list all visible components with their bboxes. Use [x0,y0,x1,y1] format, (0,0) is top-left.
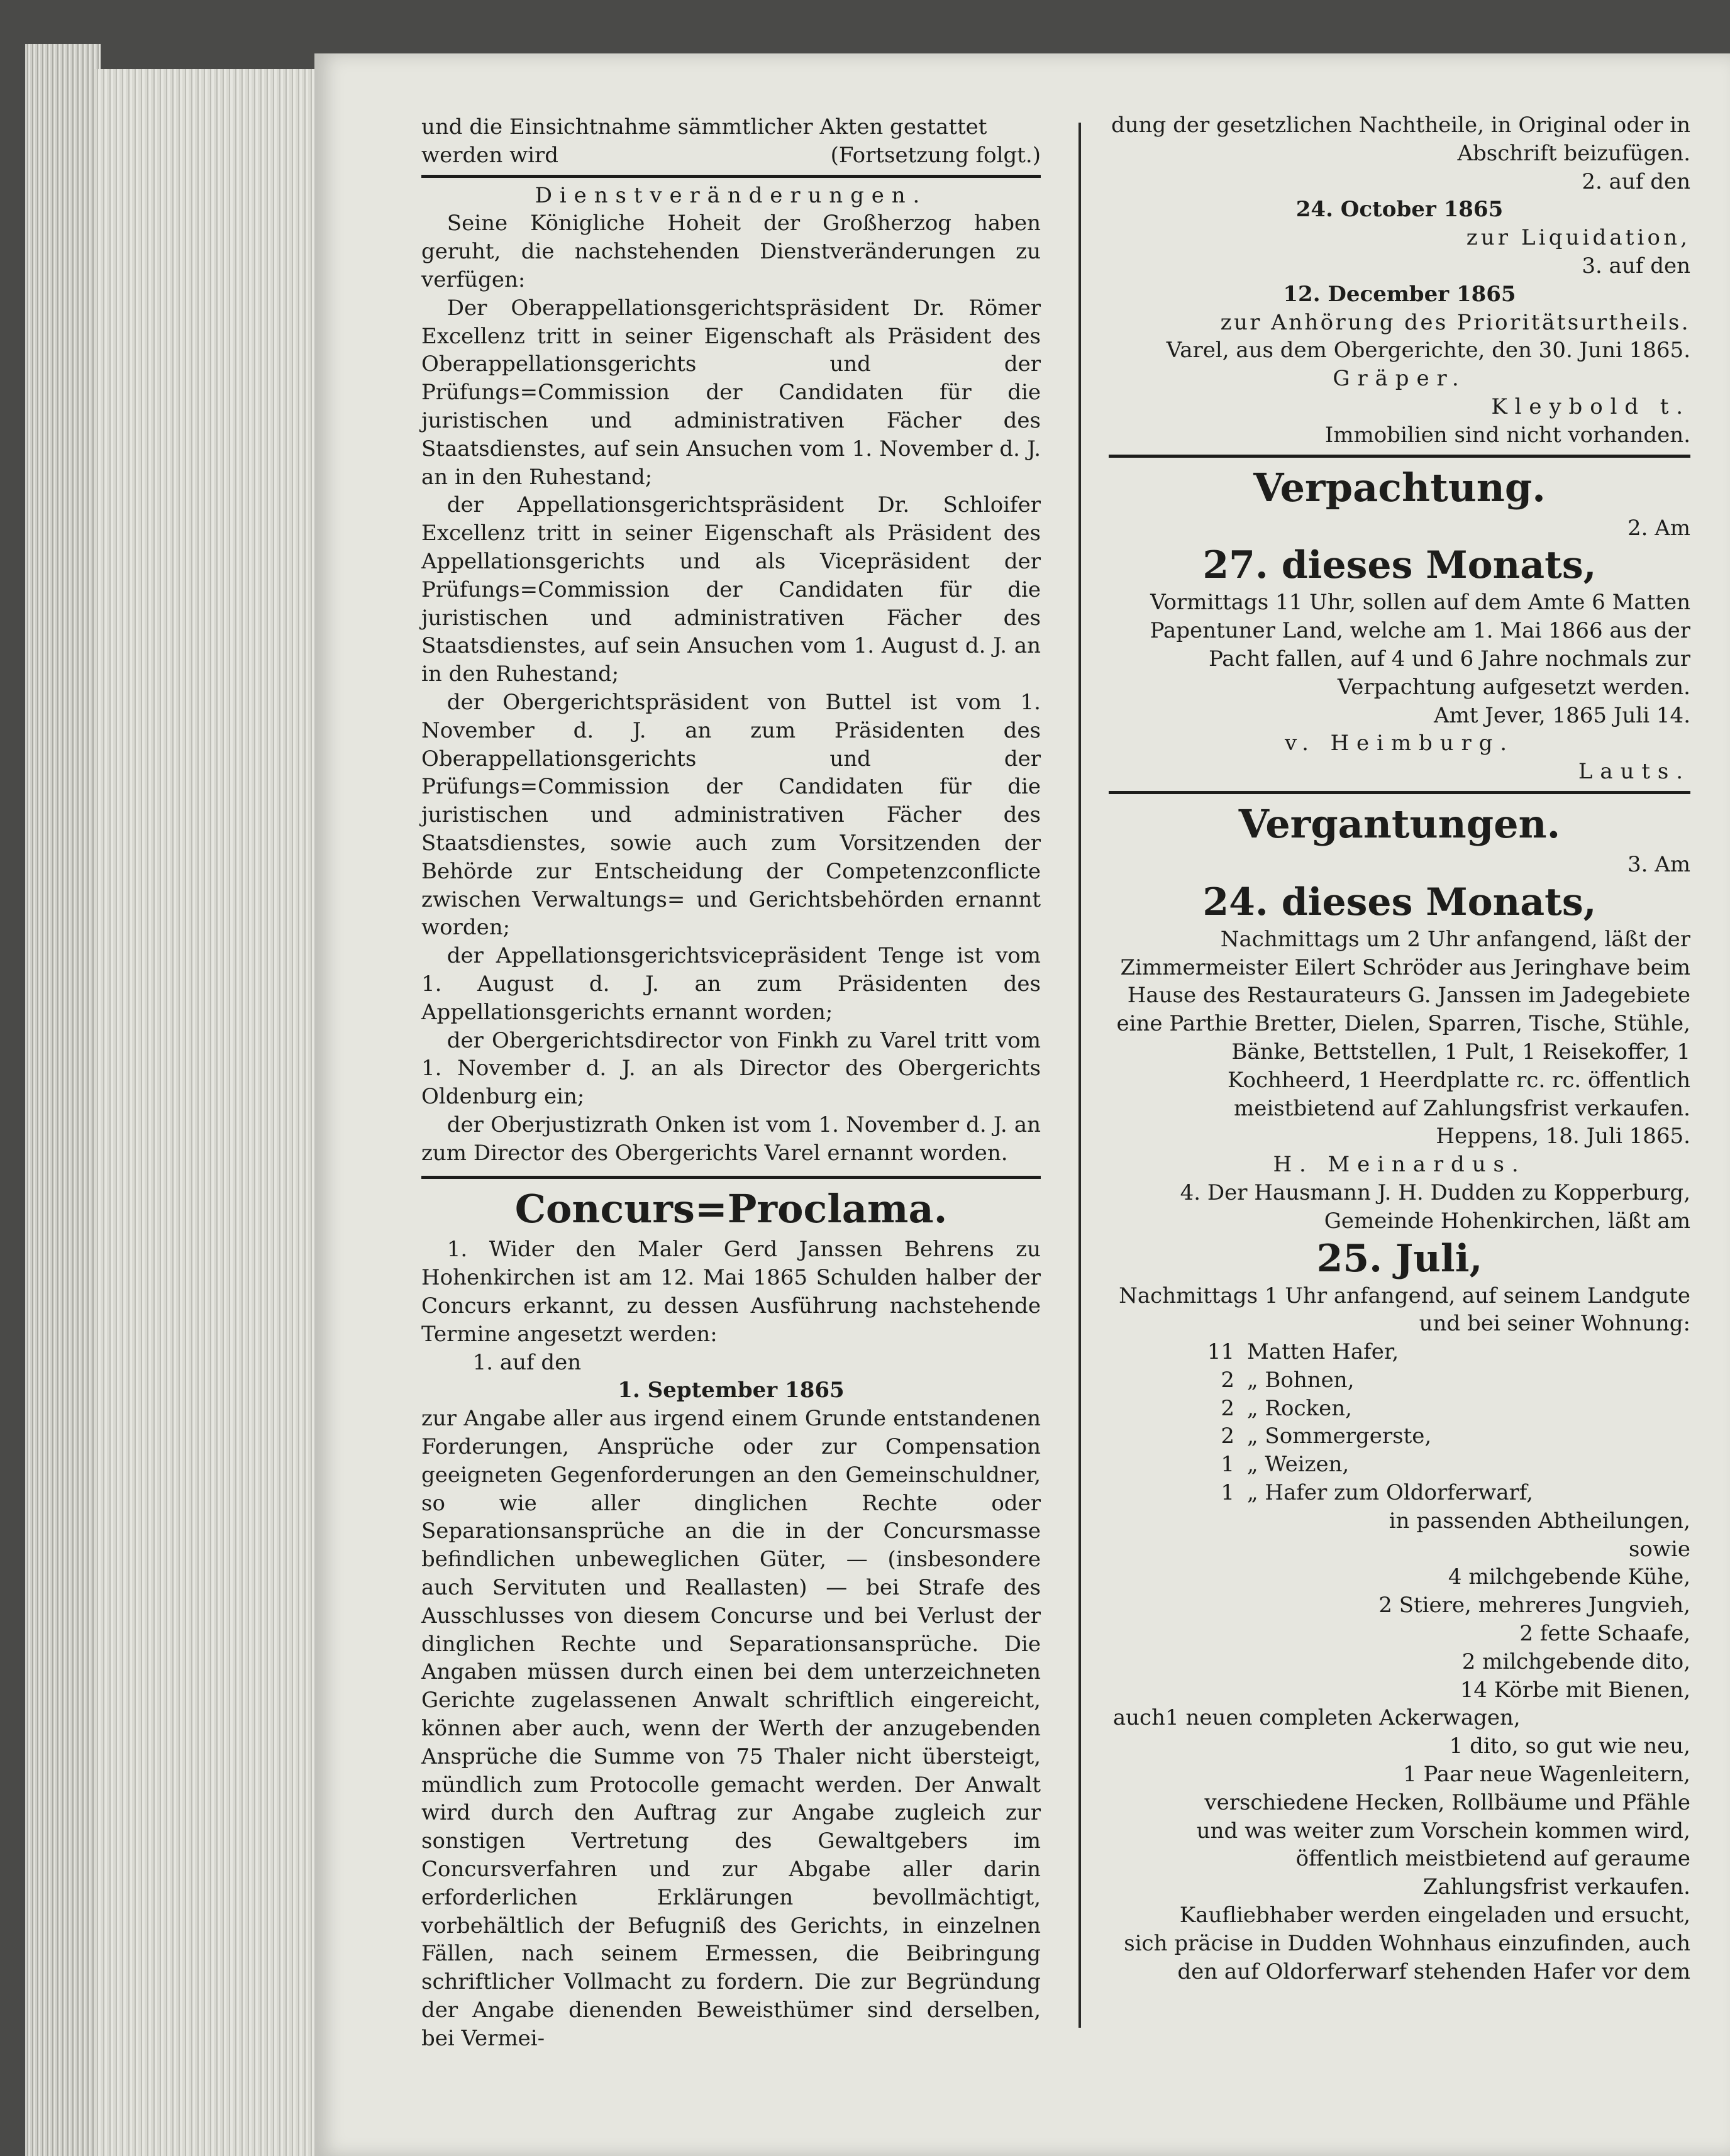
term-date: 12. December 1865 [1283,281,1516,307]
list-item [1109,1395,1690,1423]
place-date: Varel, aus dem Obergerichte, den 30. Juni 1865. [1166,338,1690,363]
paragraph: der Obergerichtsdirector von Finkh zu Varel tritt vom 1. November d. J. an als Director des Obergerichts Oldenburg ein; [421,1027,1041,1110]
section-heading: Concurs=Proclama. [514,1186,948,1232]
place-date: Amt Jever, 1865 Juli 14. [1434,702,1690,728]
date-heading: 27. dieses Monats, [1202,543,1597,588]
paragraph: 4. Der Hausmann J. H. Dudden zu Kopperburg, Gemeinde Hohenkirchen, läßt am [1180,1180,1690,1234]
list-item: 1 Paar neue Wagenleitern, [1403,1762,1690,1788]
term-label: 1. auf den [472,1349,582,1375]
right-column [1109,111,1690,1986]
list-qty: 2 [1221,1424,1234,1449]
term-label: 3. auf den [1582,253,1690,279]
date-heading: 25. Juli, [1316,1236,1483,1281]
list-item: 2 milchgebende dito, [1461,1649,1690,1674]
continuation-note: (Fortsetzung folgt.) [830,142,1041,168]
paragraph: zur Angabe aller aus irgend einem Grunde entstandenen Forderungen, Ansprüche oder zur Compensation geeigneten Gegenforderungen an den Gemeinschuldner, so wie aller dinglichen Rechte oder Separationsansprüche an die in der Concursmasse befindlichen unbeweglichen Güter, — (insbesondere auch Servituten und Reallasten) — bei Strafe des Ausschlusses von diesem Concurse und bei Verlust der dinglichen Rechte und Separationsansprüche. Die Angaben müssen durch einen bei dem unterzeichneten Gerichte zugelassenen Anwalt schriftlich eingereicht, können aber auch, wenn der Werth der anzugebenden Ansprüche die Summe von 75 Thaler nicht übersteigt, mündlich zum Protocolle gemacht werden. Der Anwalt wird durch den Auftrag zur Angabe zugleich zur sonstigen Vertretung des Gewaltgebers im Concursverfahren und zur Abgabe aller darin erforderlichen Erklärungen bevollmächtigt, vorbehältlich der Befugniß des Gerichts, in einzelnen Fällen, nach seinem Ermessen, die Beibringung schriftlicher Vollmacht zu fordern. Die zur Begründung der Angabe dienenden Beweisthümer sind derselben, bei Vermei- [421,1406,1041,2051]
paragraph: Nachmittags um 2 Uhr anfangend, läßt der Zimmermeister Eilert Schröder aus Jeringhave beim Hause des Restaurateurs G. Janssen im Jadegebiete eine Parthie Bretter, Dielen, Sparren, Tische, Stühle, Bänke, Bettstellen, 1 Pult, 1 Reisekoffer, 1 Kochheerd, 1 Heerdplatte rc. rc. öffentlich meistbietend auf Zahlungsfrist verkaufen. [1116,926,1690,1121]
section-heading: Verpachtung. [1253,464,1546,511]
term-purpose: zur Anhörung des Prioritätsurtheils. [1220,309,1690,335]
section-rule [421,175,1041,178]
list-item [1109,1338,1690,1366]
term-date: 1. September 1865 [618,1378,845,1403]
paragraph: der Appellationsgerichtsvicepräsident Tenge ist vom 1. August d. J. an zum Präsidenten des Appellationsgerichts ernannt worden; [421,943,1041,1025]
signature: H. Meinardus. [1273,1152,1526,1178]
column-divider [1078,123,1081,2028]
list-text: 1 neuen completen Ackerwagen, [1165,1705,1521,1731]
section-rule [1109,455,1690,458]
list-qty: 2 [1221,1367,1234,1393]
list-text: „ Bohnen, [1247,1367,1355,1393]
list-qty: 11 [1207,1339,1234,1365]
paragraph: dung der gesetzlichen Nachtheile, in Original oder in Abschrift beizufügen. [1111,113,1690,166]
connector-word: auch [1112,1705,1165,1731]
left-column [421,113,1041,2053]
list-text: „ Sommergerste, [1247,1424,1432,1449]
section-rule [421,1176,1041,1179]
note: Immobilien sind nicht vorhanden. [1324,422,1690,448]
list-qty: 2 [1221,1395,1234,1421]
paragraph: der Appellationsgerichtspräsident Dr. Schloifer Excellenz tritt in seiner Eigenschaft als Präsident des Appellationsgerichts und als Vicepräsident der Prüfungs=Commission der Candidaten für die juristischen und administrativen Fächer des Staatsdienstes, auf sein Ansuchen vom 1. August d. J. an in den Ruhestand; [421,492,1041,687]
list-item [1109,1479,1690,1507]
list-item [1109,1451,1690,1479]
term-label: 2. auf den [1582,169,1690,194]
item-number: 2. Am [1627,515,1690,541]
paragraph: Kaufliebhaber werden eingeladen und ersucht, sich präcise in Dudden Wohnhaus einzufinden, auch den auf Oldorferwarf stehenden Hafer vor dem [1124,1903,1690,1984]
date-heading: 24. dieses Monats, [1202,880,1597,924]
list-text: „ Rocken, [1247,1395,1352,1421]
signature: Lauts. [1578,759,1690,785]
paragraph: Vormittags 11 Uhr, sollen auf dem Amte 6 Matten Papentuner Land, welche am 1. Mai 1866 aus der Pacht fallen, auf 4 und 6 Jahre nochmals zur Verpachtung aufgesetzt werden. [1150,590,1690,700]
paragraph: 1. Wider den Maler Gerd Janssen Behrens zu Hohenkirchen ist am 12. Mai 1865 Schulden halber der Concurs erkannt, zu dessen Ausführung nachstehende Termine angesetzt werden: [421,1237,1041,1347]
list-text: „ Weizen, [1247,1452,1350,1478]
item-number: 3. Am [1627,851,1690,877]
signature: Kleybold t. [1491,394,1690,419]
list-item [1109,1366,1690,1395]
list-item: 2 fette Schaafe, [1519,1621,1690,1647]
paragraph: verschiedene Hecken, Rollbäume und Pfähle und was weiter zum Vorschein kommen wird, öffentlich meistbietend auf geraume Zahlungsfrist verkaufen. [1196,1789,1690,1900]
paragraph: der Obergerichtspräsident von Buttel ist vom 1. November d. J. an zum Präsidenten des Oberappellationsgerichts und der Prüfungs=Commission der Candidaten für die juristischen und administrativen Fächer des Staatsdienstes, sowie auch zum Vorsitzenden der Behörde zur Entscheidung der Competenzconflicte zwischen Verwaltungs= und Gerichtsbehörden ernannt worden; [421,689,1041,941]
paragraph: Nachmittags 1 Uhr anfangend, auf seinem Landgute und bei seiner Wohnung: [1119,1283,1690,1337]
newspaper-page [314,53,1730,2156]
term-purpose: zur Liquidation, [1466,225,1690,251]
section-heading: Vergantungen. [1238,800,1561,847]
list-item: 1 dito, so gut wie neu, [1449,1733,1690,1759]
place-date: Heppens, 18. Juli 1865. [1436,1124,1690,1149]
list-item: 4 milchgebende Kühe, [1448,1564,1690,1590]
list-item [1109,1704,1690,1732]
list-item: 2 Stiere, mehreres Jungvieh, [1378,1593,1690,1618]
paragraph: der Oberjustizrath Onken ist vom 1. November d. J. an zum Director des Obergerichts Varel ernannt worden. [421,1112,1041,1166]
list-note: in passenden Abtheilungen, [1389,1508,1690,1534]
section-rule [1109,791,1690,794]
list-text: „ Hafer zum Oldorferwarf, [1247,1480,1533,1506]
list-item [1109,1422,1690,1451]
paragraph: Der Oberappellationsgerichtspräsident Dr. Römer Excellenz tritt in seiner Eigenschaft als Präsident des Oberappellationsgerichts und der Prüfungs=Commission der Candidaten für die juristischen und administrativen Fächer des Staatsdienstes, auf sein Ansuchen vom 1. November d. J. an in den Ruhestand; [421,295,1041,490]
page-stack-edges [94,69,321,2156]
list-qty: 1 [1221,1480,1234,1506]
list-item: 14 Körbe mit Bienen, [1460,1677,1690,1703]
signature: Gräper. [1333,366,1467,392]
list-qty: 1 [1221,1452,1234,1478]
list-text: Matten Hafer, [1247,1339,1399,1365]
paragraph: Seine Königliche Hoheit der Großherzog haben geruht, die nachstehenden Dienstveränderungen zu verfügen: [421,211,1041,292]
text-line: und die Einsichtnahme sämmtlicher Akten gestattet [421,114,987,140]
text-fragment: werden wird [421,142,559,168]
signature: v. Heimburg. [1285,731,1514,756]
book-edge [25,44,101,2156]
term-date: 24. October 1865 [1295,197,1504,223]
section-title: Dienstveränderungen. [535,182,928,208]
connector-word: sowie [1628,1536,1690,1562]
text-line [421,141,1041,170]
